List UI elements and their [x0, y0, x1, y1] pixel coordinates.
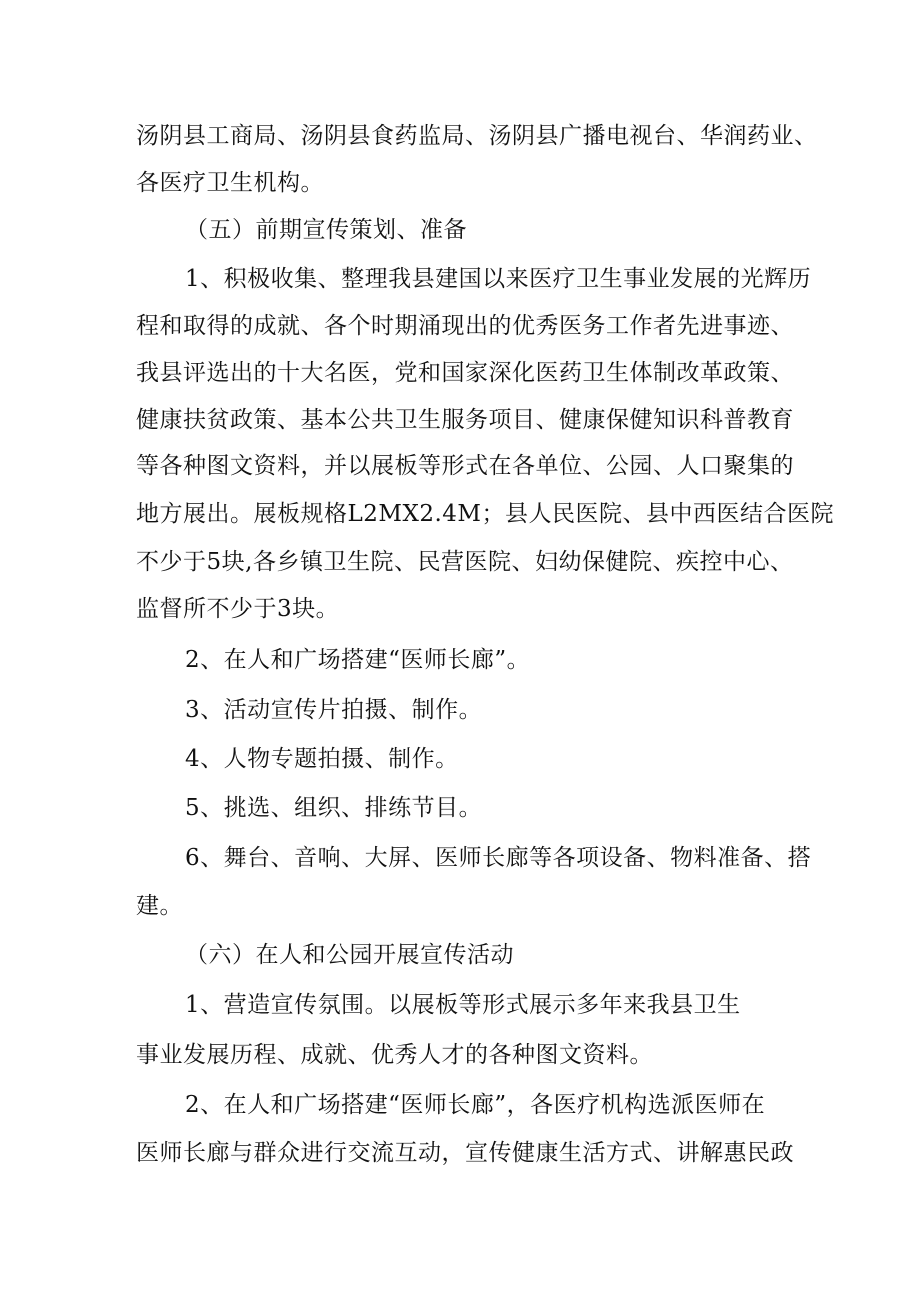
text-line: 各医疗卫生机构。 — [136, 170, 324, 196]
text-line: 不少于5块,各乡镇卫生院、民营医院、妇幼保健院、疾控中心、 — [136, 549, 794, 575]
list-item: 2、在人和广场搭建“医师长廊”，各医疗机构选派医师在 — [185, 1092, 766, 1118]
list-item: 2、在人和广场搭建“医师长廊”。 — [185, 647, 531, 673]
list-item: 3、活动宣传片拍摄、制作。 — [185, 697, 483, 723]
text-line: 汤阴县工商局、汤阴县食药监局、汤阴县广播电视台、华润药业、 — [136, 123, 818, 149]
section-heading: （五）前期宣传策划、准备 — [185, 217, 467, 243]
text-line: 等各种图文资料，并以展板等形式在各单位、公园、人口聚集的 — [136, 453, 794, 479]
text-line: 健康扶贫政策、基本公共卫生服务项目、健康保健知识科普教育 — [136, 407, 794, 433]
list-item: 5、挑选、组织、排练节目。 — [185, 795, 483, 821]
text-line: 地方展出。展板规格L2MX2.4M；县人民医院、县中西医结合医院 — [136, 501, 834, 527]
text-line: 建。 — [136, 893, 183, 919]
text-line: 医师长廊与群众进行交流互动，宣传健康生活方式、讲解惠民政 — [136, 1140, 794, 1166]
text-line: 监督所不少于3块。 — [136, 596, 340, 622]
text-line: 事业发展历程、成就、优秀人才的各种图文资料。 — [136, 1042, 653, 1068]
list-item: 6、舞台、音响、大屏、医师长廊等各项设备、物料准备、搭 — [185, 845, 812, 871]
section-heading: （六）在人和公园开展宣传活动 — [185, 942, 514, 968]
text-line: 1、积极收集、整理我县建国以来医疗卫生事业发展的光辉历 — [185, 266, 812, 292]
list-item: 1、营造宣传氛围。以展板等形式展示多年来我县卫生 — [185, 992, 741, 1018]
text-line: 我县评选出的十大名医，党和国家深化医药卫生体制改革政策、 — [136, 360, 794, 386]
list-item: 4、人物专题拍摄、制作。 — [185, 746, 459, 772]
text-line: 程和取得的成就、各个时期涌现出的优秀医务工作者先进事迹、 — [136, 313, 794, 339]
